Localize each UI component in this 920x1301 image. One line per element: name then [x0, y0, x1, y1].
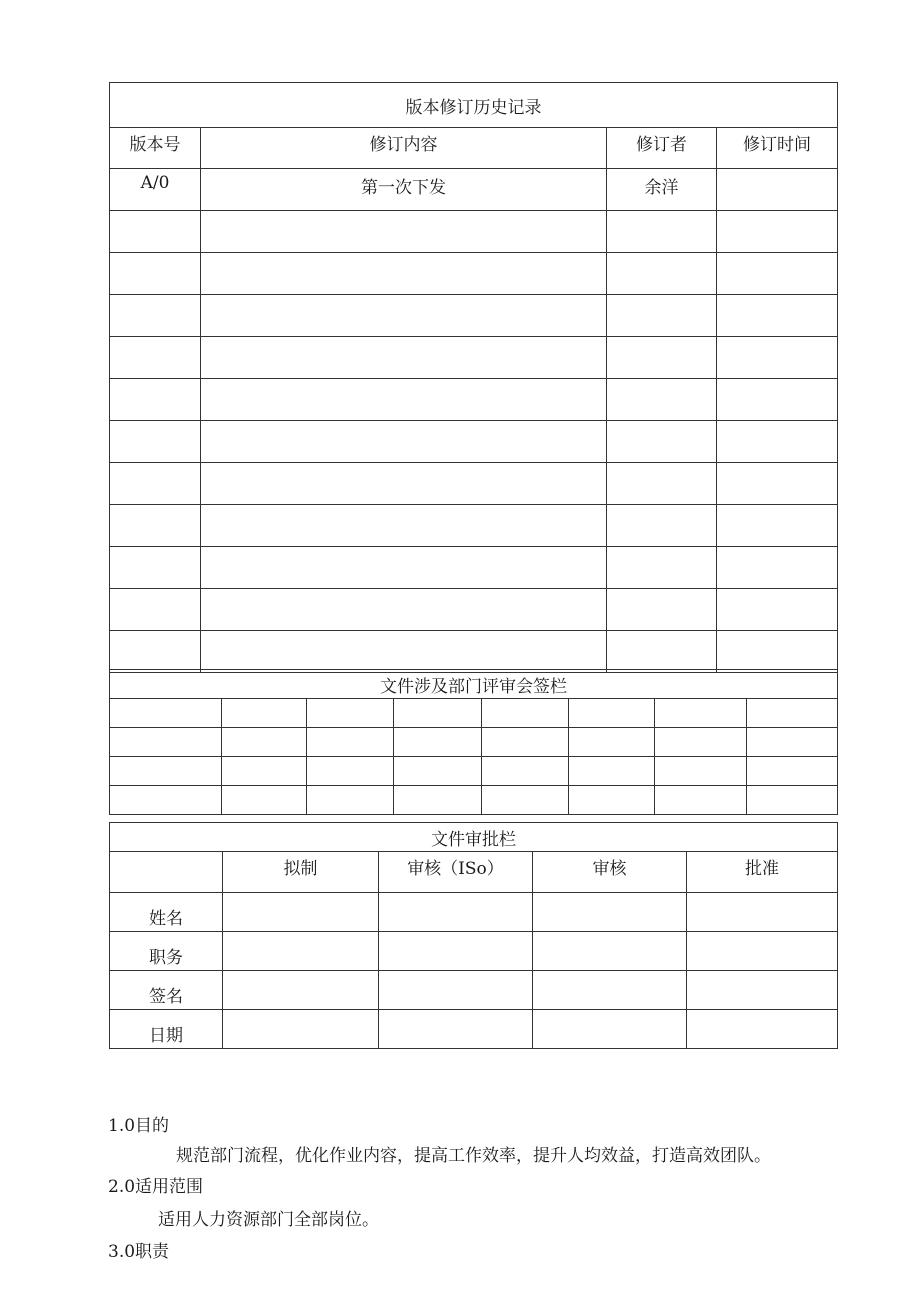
content-cell [201, 379, 607, 421]
revision-row [110, 589, 838, 631]
time-cell [717, 505, 838, 547]
revision-history-table [109, 82, 838, 673]
signoff-cell [747, 757, 838, 786]
time-cell [717, 295, 838, 337]
signoff-row [110, 786, 838, 815]
signoff-cell [655, 757, 747, 786]
signoff-row [110, 699, 838, 728]
version-cell [110, 337, 201, 379]
revision-row [110, 253, 838, 295]
reviser-cell: 余洋 [607, 169, 717, 211]
revision-row [110, 169, 838, 211]
time-cell [717, 421, 838, 463]
approval-row [110, 1010, 838, 1049]
revision-table-title: 版本修订历史记录 [110, 83, 838, 128]
revision-row [110, 211, 838, 253]
approval-cell [533, 1010, 687, 1049]
approval-row [110, 932, 838, 971]
time-cell [717, 631, 838, 673]
content-cell [201, 337, 607, 379]
signoff-cell [222, 728, 307, 757]
time-cell [717, 463, 838, 505]
approval-table [109, 822, 838, 1049]
approval-table-title: 文件审批栏 [110, 823, 838, 852]
signoff-cell [307, 699, 394, 728]
content-cell [201, 421, 607, 463]
version-cell [110, 505, 201, 547]
approval-row-label: 姓名 [110, 893, 223, 932]
reviser-cell [607, 421, 717, 463]
content-cell [201, 295, 607, 337]
signoff-cell [747, 699, 838, 728]
revision-row [110, 631, 838, 673]
approval-cell [379, 1010, 533, 1049]
approval-row [110, 971, 838, 1010]
signoff-cell [394, 699, 482, 728]
approval-cell [687, 893, 838, 932]
approval-cell [379, 932, 533, 971]
version-cell [110, 295, 201, 337]
signoff-cell [222, 786, 307, 815]
signoff-cell [482, 757, 569, 786]
signoff-cell [110, 786, 222, 815]
signoff-cell [569, 757, 655, 786]
time-cell [717, 589, 838, 631]
signoff-cell [110, 699, 222, 728]
signoff-cell [110, 757, 222, 786]
approval-cell [687, 932, 838, 971]
signoff-cell [307, 757, 394, 786]
time-cell [717, 337, 838, 379]
version-cell: A/0 [110, 169, 201, 211]
time-cell [717, 547, 838, 589]
reviser-cell [607, 547, 717, 589]
revision-row [110, 337, 838, 379]
revision-row [110, 295, 838, 337]
approval-row [110, 893, 838, 932]
section-1-text: 规范部门流程，优化作业内容，提高工作效率，提升人均效益，打造高效团队。 [176, 1146, 771, 1166]
approval-cell [379, 893, 533, 932]
signoff-cell [655, 699, 747, 728]
signoff-cell [394, 728, 482, 757]
reviser-cell [607, 589, 717, 631]
approval-cell [223, 1010, 379, 1049]
section-2-heading: 2.0适用范围 [108, 1177, 204, 1197]
reviser-cell [607, 253, 717, 295]
version-cell [110, 211, 201, 253]
approval-cell [379, 971, 533, 1010]
version-cell [110, 547, 201, 589]
signoff-cell [655, 786, 747, 815]
content-cell [201, 211, 607, 253]
approval-cell [533, 893, 687, 932]
time-cell [717, 211, 838, 253]
section-2-text: 适用人力资源部门全部岗位。 [158, 1210, 379, 1230]
signoff-cell [569, 728, 655, 757]
approval-header-approve: 批准 [687, 852, 838, 893]
approval-row-label: 签名 [110, 971, 223, 1010]
approval-cell [223, 893, 379, 932]
approval-cell [533, 932, 687, 971]
signoff-cell [482, 786, 569, 815]
signoff-cell [569, 699, 655, 728]
signoff-cell [482, 699, 569, 728]
content-cell [201, 505, 607, 547]
version-cell [110, 631, 201, 673]
approval-header-blank [110, 852, 223, 893]
header-reviser: 修订者 [607, 128, 717, 169]
content-cell [201, 463, 607, 505]
signoff-cell [222, 699, 307, 728]
content-cell: 第一次下发 [201, 169, 607, 211]
reviser-cell [607, 211, 717, 253]
content-cell [201, 547, 607, 589]
reviser-cell [607, 337, 717, 379]
header-content: 修订内容 [201, 128, 607, 169]
version-cell [110, 379, 201, 421]
section-3-heading: 3.0职责 [108, 1242, 170, 1262]
signoff-cell [110, 728, 222, 757]
version-cell [110, 421, 201, 463]
approval-header-review: 审核 [533, 852, 687, 893]
approval-row-label: 日期 [110, 1010, 223, 1049]
reviser-cell [607, 631, 717, 673]
time-cell [717, 379, 838, 421]
approval-header-draft: 拟制 [223, 852, 379, 893]
header-time: 修订时间 [717, 128, 838, 169]
content-cell [201, 253, 607, 295]
approval-cell [687, 971, 838, 1010]
reviser-cell [607, 295, 717, 337]
revision-row [110, 547, 838, 589]
signoff-row [110, 728, 838, 757]
signoff-cell [569, 786, 655, 815]
reviser-cell [607, 505, 717, 547]
content-cell [201, 631, 607, 673]
signoff-cell [222, 757, 307, 786]
revision-row [110, 379, 838, 421]
signoff-row [110, 757, 838, 786]
revision-row [110, 505, 838, 547]
approval-header-review-iso: 审核（ISo） [379, 852, 533, 893]
version-cell [110, 253, 201, 295]
approval-cell [223, 932, 379, 971]
department-signoff-table [109, 669, 838, 815]
signoff-cell [307, 786, 394, 815]
signoff-cell [747, 786, 838, 815]
revision-row [110, 421, 838, 463]
signoff-cell [655, 728, 747, 757]
approval-cell [223, 971, 379, 1010]
section-1-heading: 1.0目的 [108, 1116, 170, 1136]
header-version: 版本号 [110, 128, 201, 169]
approval-cell [687, 1010, 838, 1049]
content-cell [201, 589, 607, 631]
version-cell [110, 463, 201, 505]
signoff-cell [394, 786, 482, 815]
time-cell [717, 253, 838, 295]
signoff-cell [394, 757, 482, 786]
signoff-cell [747, 728, 838, 757]
revision-row [110, 463, 838, 505]
signoff-table-title: 文件涉及部门评审会签栏 [110, 670, 838, 699]
signoff-cell [307, 728, 394, 757]
reviser-cell [607, 463, 717, 505]
signoff-cell [482, 728, 569, 757]
approval-row-label: 职务 [110, 932, 223, 971]
version-cell [110, 589, 201, 631]
reviser-cell [607, 379, 717, 421]
approval-cell [533, 971, 687, 1010]
time-cell [717, 169, 838, 211]
